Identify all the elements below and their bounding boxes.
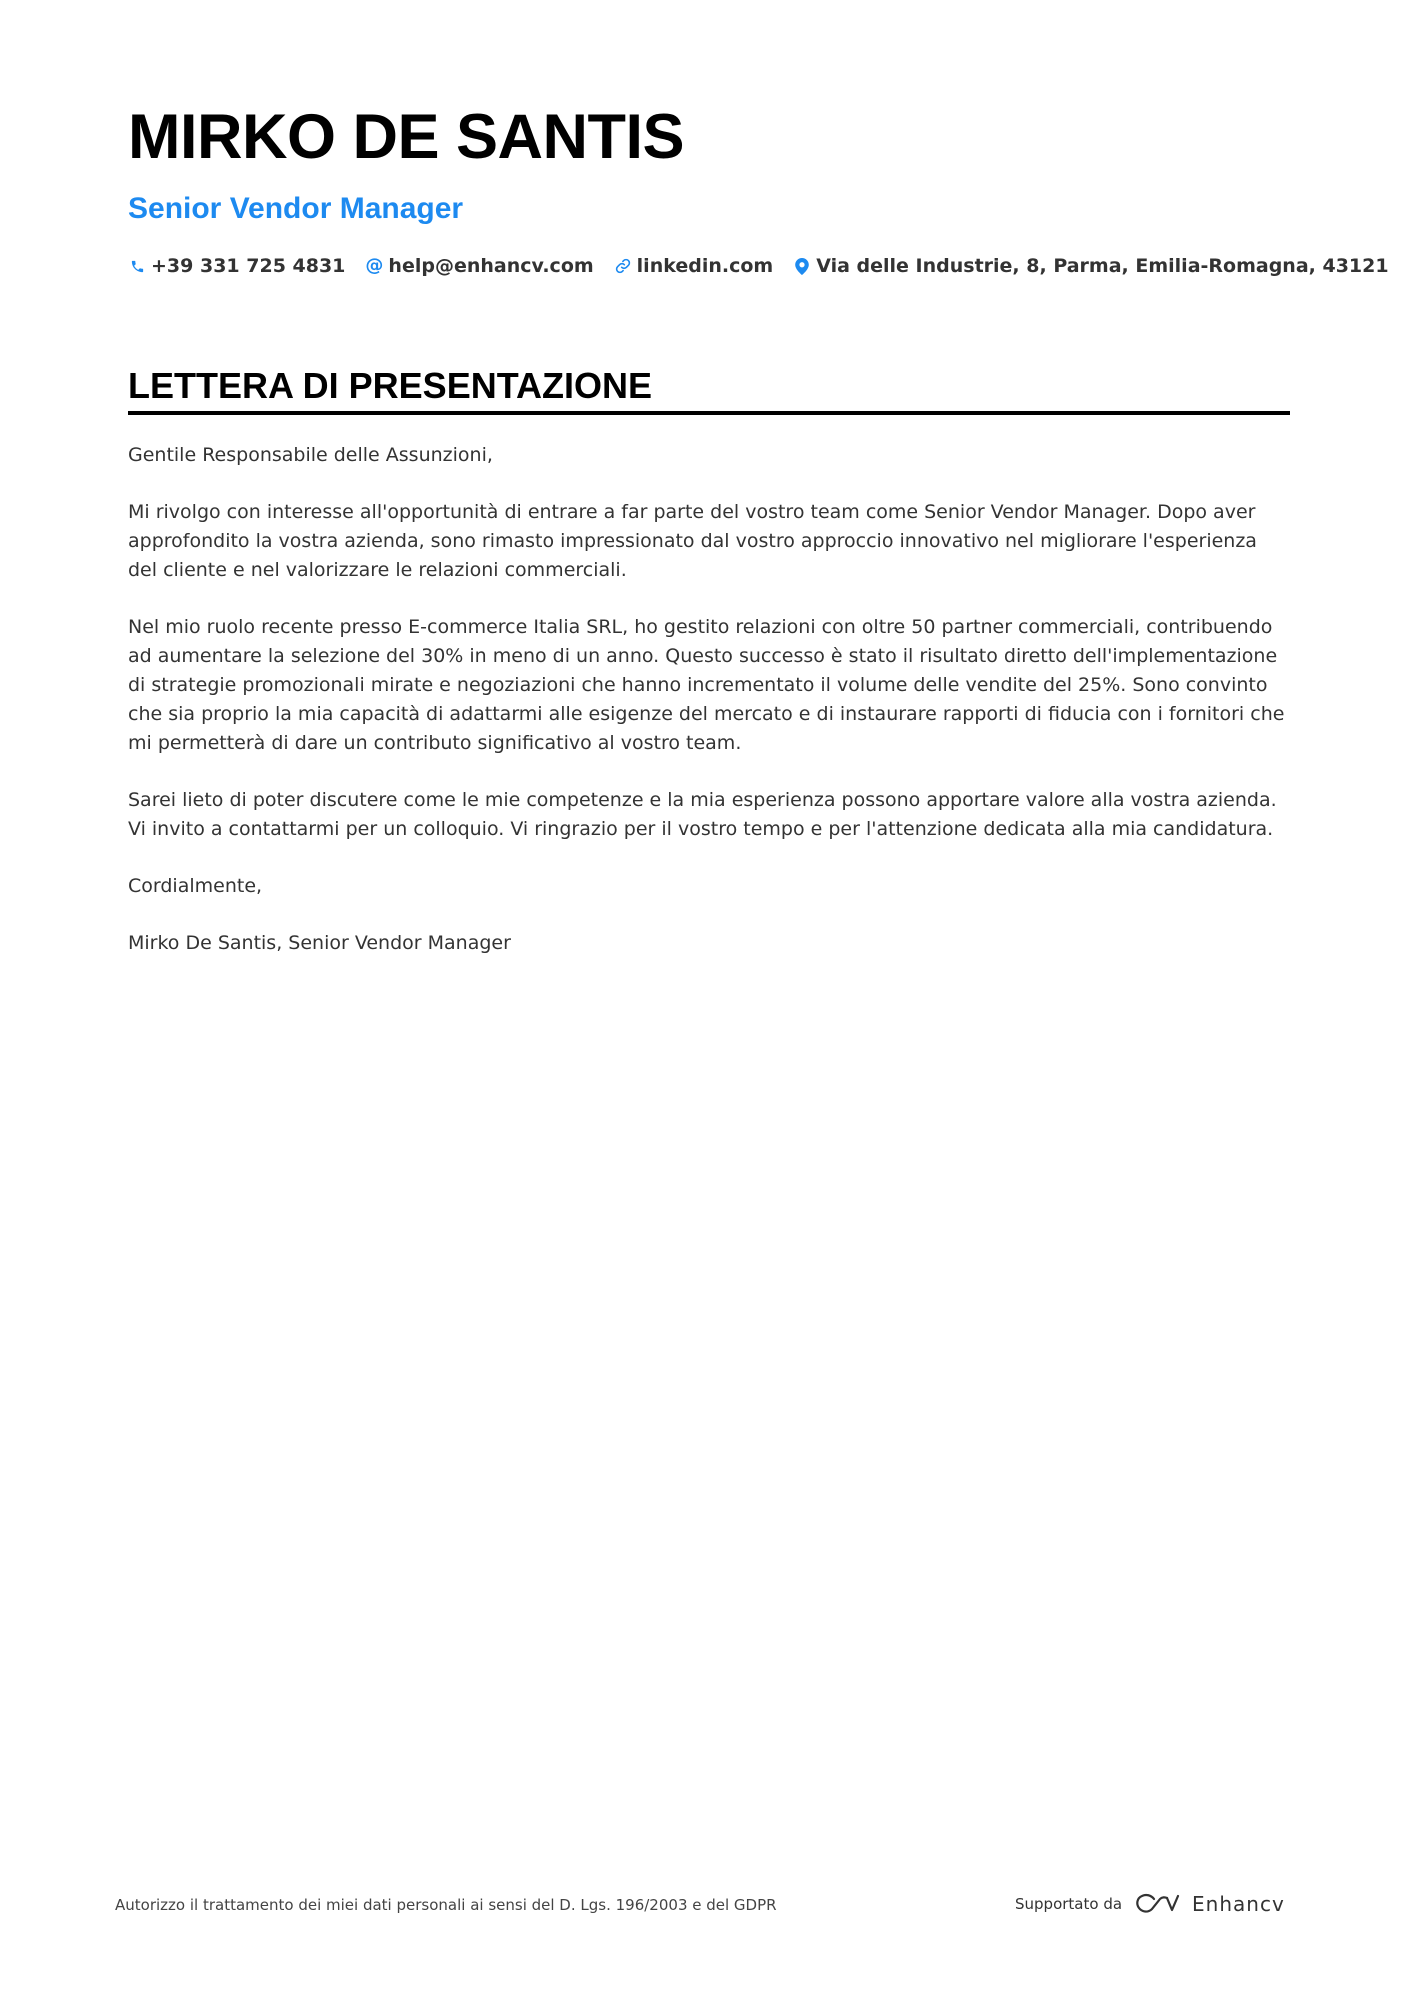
contact-linkedin[interactable] [614,255,774,277]
candidate-role: Senior Vendor Manager [128,192,464,225]
contact-email-text: help@enhancv.com [388,255,594,277]
section-title: LETTERA DI PRESENTAZIONE [128,365,653,406]
candidate-name: MIRKO DE SANTIS [128,102,685,172]
letter-signature: Mirko De Santis, Senior Vendor Manager [128,932,511,954]
letter-salutation: Gentile Responsabile delle Assunzioni, [128,444,493,466]
privacy-note: Autorizzo il trattamento dei miei dati personali ai sensi del D. Lgs. 196/2003 e del GDPR [115,1896,777,1914]
letter-body [128,441,1290,986]
letter-paragraph: Nel mio ruolo recente presso E-commerce Italia SRL, ho gestito relazioni con oltre 50 partner commerciali, contribuendo ad aumentare la selezione del 30% in meno di un anno. Questo successo è stato il risultato diretto dell'implementazione di strategie promozionali mirate e negoziazioni che hanno incrementato il volume delle vendite del 25%. Sono convinto che sia proprio la mia capacità di adattarmi alle esigenze del mercato e di instaurare rapporti di fiducia con i fornitori che mi permetterà di dare un contributo significativo al vostro team. [128,616,1285,754]
contact-bar [128,255,1409,277]
powered-by[interactable] [1015,1892,1285,1916]
enhancv-logo-icon [1134,1892,1180,1916]
at-icon: @ [365,255,384,276]
phone-icon [128,257,146,275]
letter-paragraph: Sarei lieto di poter discutere come le mie competenze e la mia esperienza possono apportare valore alla vostra azienda. Vi invito a contattarmi per un colloquio. Vi ringrazio per il vostro tempo e per l'attenzione dedicata alla mia candidatura. [128,789,1277,840]
link-icon [614,257,632,275]
location-pin-icon [793,257,811,275]
powered-by-label: Supportato da [1015,1895,1123,1913]
contact-email[interactable] [365,255,593,277]
contact-address-text: Via delle Industrie, 8, Parma, Emilia-Romagna, 43121 [816,255,1389,277]
letter-closing: Cordialmente, [128,875,263,897]
letter-paragraph: Mi rivolgo con interesse all'opportunità di entrare a far parte del vostro team come Senior Vendor Manager. Dopo aver approfondito la vostra azienda, sono rimasto impressionato dal vostro approccio innovativo nel migliorare l'esperienza del cliente e nel valorizzare le relazioni commerciali. [128,501,1257,581]
contact-address [793,255,1388,277]
brand-name: Enhancv [1192,1892,1285,1916]
contact-phone[interactable] [128,255,345,277]
contact-linkedin-text: linkedin.com [636,255,774,277]
section-divider [128,411,1290,415]
contact-phone-text: +39 331 725 4831 [151,255,346,277]
